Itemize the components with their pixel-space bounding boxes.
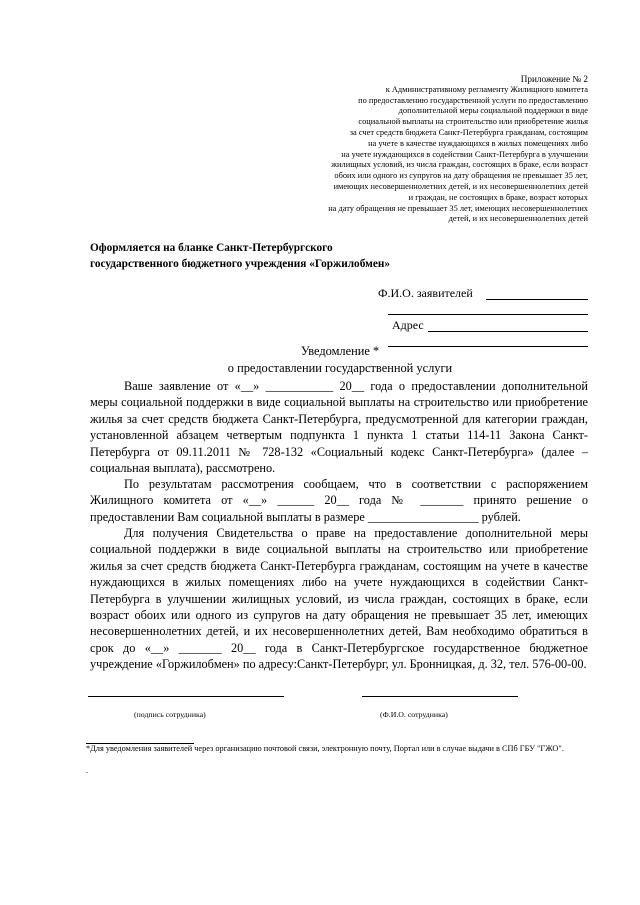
- appendix-line: жилищных условий, из числа граждан, состоящих в браке, если возраст: [331, 160, 588, 170]
- appendix-line: и граждан, не состоящих в браке, возраст которых: [408, 192, 588, 202]
- employee-name-caption: (Ф.И.О. сотрудника): [380, 710, 448, 719]
- appendix-line: дополнительной меры социальной поддержки в виде: [398, 106, 588, 116]
- letterhead-note-line1: Оформляется на бланке Санкт-Петербургского: [90, 242, 333, 254]
- appendix-number: Приложение № 2: [520, 74, 588, 84]
- appendix-line: к Административному регламенту Жилищного комитета: [385, 84, 588, 94]
- appendix-line: детей, и их несовершеннолетних детей: [448, 214, 588, 224]
- fio-label: Ф.И.О. заявителей: [378, 286, 473, 300]
- appendix-line: обоих или одного из супругов на дату обращения не превышает 35 лет,: [334, 171, 588, 181]
- address-field[interactable]: [428, 331, 588, 332]
- appendix-line: на учете в качестве нуждающихся в жилых помещениях либо: [368, 138, 588, 148]
- employee-name-line[interactable]: [362, 696, 518, 697]
- letterhead-note: [90, 240, 510, 272]
- appendix-line: социальной выплаты на строительство или приобретение жилья: [358, 117, 588, 127]
- footnote: *Для уведомления заявителей через организацию почтовой связи, электронную почту, Портал или в случае выдачи в СПб ГБУ "ГЖО".: [86, 744, 564, 753]
- fio-field-extra[interactable]: [388, 314, 588, 315]
- signature-caption: (подпись сотрудника): [134, 710, 206, 719]
- appendix-line: по предоставлению государственной услуги по предоставлению: [358, 95, 588, 105]
- appendix-header: [258, 74, 588, 225]
- trailing-dot: .: [86, 766, 88, 775]
- appendix-line: на дату обращения не превышает 35 лет, имеющих несовершеннолетних: [328, 203, 588, 213]
- body-paragraph-3: Для получения Свидетельства о праве на предоставление дополнительной меры социальной поддержки в виде социальной выплаты на строительство или приобретение жилья за счет средств бюджета Санкт-Петербурга гражданам, состоящим на учете в качестве нуждающихся в жилых помещениях либо на учете нуждающихся в содействии Санкт-Петербурга в улучшении жилищных условий, из числа граждан, состоящих в браке, если возраст обоих или одного из супругов на дату обращения не превышает 35 лет, имеющих несовершеннолетних детей, и их несовершеннолетних детей, Вам необходимо обратиться в срок до «__» _______ 20__ года в Санкт-Петербургское государственное бюджетное учреждение «Горжилобмен» по адресу:Санкт-Петербург, ул. Бронницкая, д. 32, тел. 576-00-00.: [90, 526, 588, 672]
- letterhead-note-line2: государственного бюджетного учреждения «Горжилобмен»: [90, 258, 390, 270]
- body-paragraph-2: По результатам рассмотрения сообщаем, что в соответствии с распоряжением Жилищного комитета от «__» ______ 20__ года № _______ принято решение о предоставлении Вам социальной выплаты в размере __________________ рублей.: [90, 477, 588, 524]
- address-label: Адрес: [392, 318, 424, 332]
- fio-field[interactable]: [486, 299, 588, 300]
- appendix-line: имеющих несовершеннолетних детей, и их несовершеннолетних детей: [333, 181, 588, 191]
- appendix-line: на учете нуждающихся в содействии Санкт-Петербурга в улучшении: [341, 149, 588, 159]
- signature-line[interactable]: [88, 696, 284, 697]
- appendix-line: за счет средств бюджета Санкт-Петербурга гражданам, состоящим: [349, 127, 588, 137]
- notice-subtitle: о предоставлении государственной услуги: [227, 361, 453, 375]
- notice-title: Уведомление *: [300, 344, 380, 358]
- body-paragraph-1: Ваше заявление от «__» ___________ 20__ года о предоставлении дополнительной меры социальной поддержки в виде социальной выплаты на строительство или приобретение жилья за счет средств бюджета Санкт-Петербурга, предусмотренной для категории граждан, установленной абзацем четвертым подпункта 1 пункта 1 статьи 114-11 Закона Санкт-Петербурга от 09.11.2011 № 728-132 «Социальный кодекс Санкт-Петербурга» (далее – социальная выплата), рассмотрено.: [90, 379, 588, 476]
